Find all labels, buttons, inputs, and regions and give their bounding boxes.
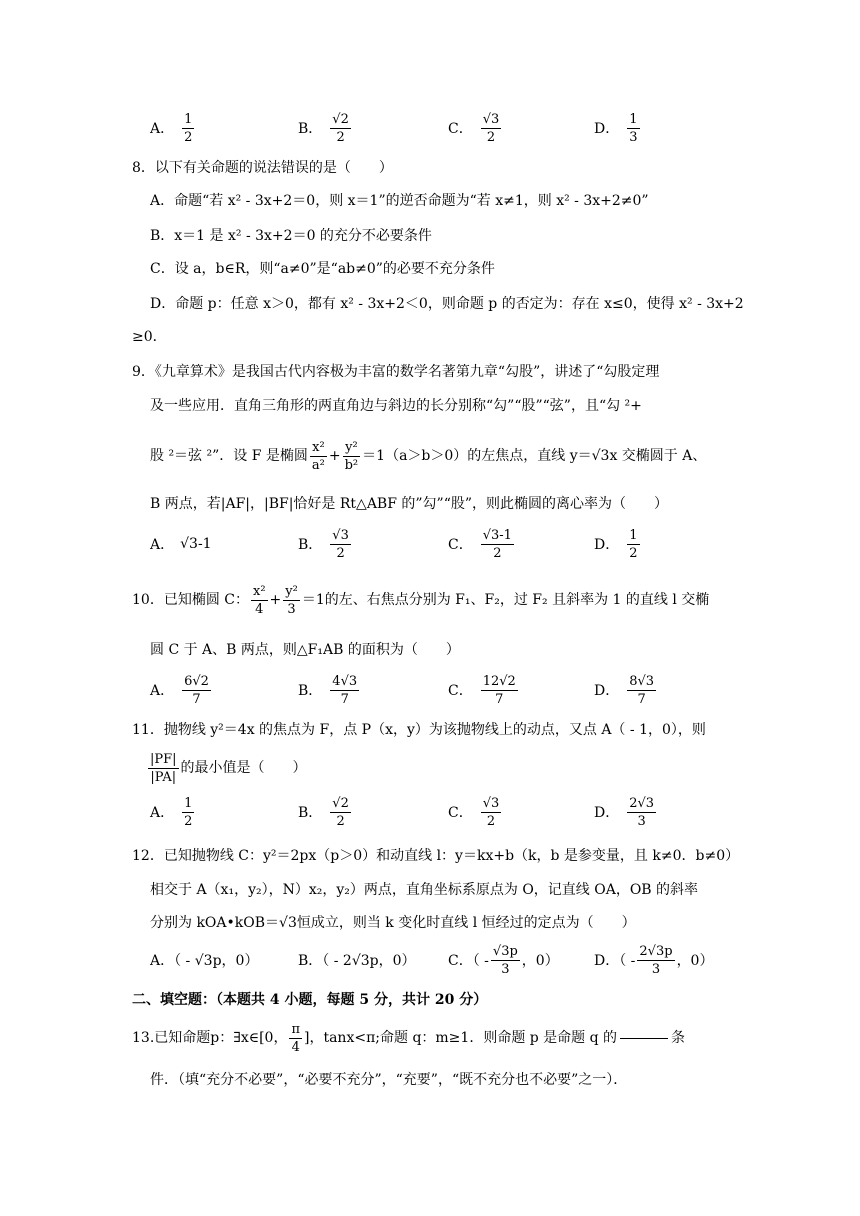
q12-option-d: D．（ - $\frac{2√3p}{3}$ ，0） xyxy=(594,943,714,977)
fraction-x-over-4: $\frac{\text{x²}}{4}$ xyxy=(252,583,266,617)
q11-option-d: D． $\frac{2√3}{3}$ xyxy=(594,795,655,829)
q10-option-a: A． $\frac{6√2}{7}$ xyxy=(150,673,209,707)
fraction-pf-over-pa: $\frac{|PF|}{|PA|}$ xyxy=(150,751,177,785)
q9-option-a: A． √3-1 xyxy=(150,536,212,553)
q9-option-b: B． $\frac{√3}{2}$ xyxy=(298,527,349,561)
fraction-x-over-a: $\frac{\text{x²}}{\text{a²}}$ xyxy=(311,439,325,473)
q8-option-a: A．命题“若 x² - 3x+2＝0，则 x＝1”的逆否命题为“若 x≠1，则 x² - 3x+2≠0” xyxy=(150,193,649,209)
answer-blank[interactable] xyxy=(620,1038,668,1039)
fraction-y-over-3: $\frac{\text{y²}}{3}$ xyxy=(285,583,298,617)
q13-line-2: 件．（填“充分不必要”，“必要不充分”，“充要”，“既不充分也不必要”之一）． xyxy=(150,1072,628,1088)
fraction-y-over-b: $\frac{\text{y²}}{\text{b²}}$ xyxy=(344,439,359,473)
fraction: $\frac{1}{2}$ xyxy=(629,527,638,561)
q10-option-b: B． $\frac{4√3}{7}$ xyxy=(298,673,358,707)
q7-option-c: C． $\frac{√3}{2}$ xyxy=(448,111,500,145)
q12-line-3: 分别为 kOA•kOB＝√3恒成立，则当 k 变化时直线 l 恒经过的定点为（ ） xyxy=(150,915,636,931)
fraction: $\frac{1}{2}$ xyxy=(184,111,193,145)
q9-option-d: D． $\frac{1}{2}$ xyxy=(594,527,638,561)
q12-options xyxy=(0,938,860,982)
q9-line-3: 股 ²＝弦 ²”．设 F 是椭圆 $\frac{\text{x²}}{\text{a²}}$ + $\frac{\text{y²}}{\text{b²}}$ ＝1（a＞b＞0）的左焦点，直线 y＝√3x 交椭圆于 A、 xyxy=(150,439,707,473)
q9-option-c: C． $\frac{√3-1}{2}$ xyxy=(448,527,512,561)
q10-option-d: D． $\frac{8√3}{7}$ xyxy=(594,673,655,707)
section-2-heading: 二、填空题：（本题共 4 小题，每题 5 分，共计 20 分） xyxy=(132,992,488,1008)
q9-line-4: B 两点，若|AF|，|BF|恰好是 Rt△ABF 的”勾”“股”，则此椭圆的离心率为（ ） xyxy=(150,496,669,512)
q11-option-c: C． $\frac{√3}{2}$ xyxy=(448,795,500,829)
fraction: $\frac{1}{3}$ xyxy=(629,111,638,145)
q11-options xyxy=(0,790,860,834)
fraction: $\frac{√2}{2}$ xyxy=(332,111,349,145)
q11-line-1: 11．抛物线 y²＝4x 的焦点为 F，点 P（x，y）为该抛物线上的动点，又点 A（ - 1，0），则 xyxy=(132,722,706,738)
q9-options xyxy=(0,522,860,566)
q10-option-c: C． $\frac{12√2}{7}$ xyxy=(448,673,516,707)
q8-option-c: C．设 a，b∈R，则“a≠0”是“ab≠0”的必要不充分条件 xyxy=(150,261,495,277)
q13-line-1: 13.已知命题p：∃x∈[0， $\frac{\pi}{4}$ ]，tanx<π;命题 q：m≥1．则命题 p 是命题 q 的 条 xyxy=(132,1021,686,1055)
q12-option-b: B．（ - 2√3p，0） xyxy=(298,953,416,969)
q10-options xyxy=(0,668,860,712)
q8-stem: 8．以下有关命题的说法错误的是（ ） xyxy=(132,160,393,176)
q11-option-b: B． $\frac{√2}{2}$ xyxy=(298,795,349,829)
q12-line-1: 12．已知抛物线 C：y²＝2px（p＞0）和动直线 l：y＝kx+b（k，b 是参变量，且 k≠0．b≠0） xyxy=(132,848,740,864)
q7-options xyxy=(0,106,860,150)
q8-option-d: D．命题 p：任意 x＞0，都有 x² - 3x+2＜0，则命题 p 的否定为：存在 x≤0，使得 x² - 3x+2 xyxy=(150,296,744,312)
q7-option-a: A． $\frac{1}{2}$ xyxy=(150,111,193,145)
q12-option-a: A．（ - √3p，0） xyxy=(150,953,259,969)
q9-line-1: 9．《九章算术》是我国古代内容极为丰富的数学名著第九章“勾股”，讲述了“勾股定理 xyxy=(132,364,660,380)
fraction: $\frac{√3-1}{2}$ xyxy=(482,527,512,561)
q10-line-2: 圆 C 于 A、B 两点，则△F₁AB 的面积为（ ） xyxy=(150,642,460,658)
fraction-pi-over-4: $\frac{\pi}{4}$ xyxy=(291,1021,300,1055)
q8-option-b: B．x＝1 是 x² - 3x+2＝0 的充分不必要条件 xyxy=(150,228,432,244)
q12-line-2: 相交于 A（x₁，y₂），N）x₂，y₂）两点，直角坐标系原点为 O，记直线 OA，OB 的斜率 xyxy=(150,882,699,898)
fraction: $\frac{√3}{2}$ xyxy=(332,527,349,561)
q8-option-d-cont: ≥0． xyxy=(132,329,167,345)
q7-option-b: B． $\frac{√2}{2}$ xyxy=(298,111,349,145)
fraction: $\frac{√3}{2}$ xyxy=(482,111,500,145)
q11-line-2: $\frac{|PF|}{|PA|}$ 的最小值是（ ） xyxy=(150,751,307,785)
q12-option-c: C．（ - $\frac{√3p}{3}$ ，0） xyxy=(448,943,559,977)
q10-line-1: 10．已知椭圆 C： $\frac{\text{x²}}{4}$ + $\frac{\text{y²}}{3}$ ＝1的左、右焦点分别为 F₁、F₂，过 F₂ 且斜率为 1 的直线 l 交椭 xyxy=(132,583,710,617)
q11-option-a: A． $\frac{1}{2}$ xyxy=(150,795,193,829)
q7-option-d: D． $\frac{1}{3}$ xyxy=(594,111,638,145)
q9-line-2: 及一些应用．直角三角形的两直角边与斜边的长分别称“勾”“股”“弦”，且“勾 ²+ xyxy=(150,398,642,414)
